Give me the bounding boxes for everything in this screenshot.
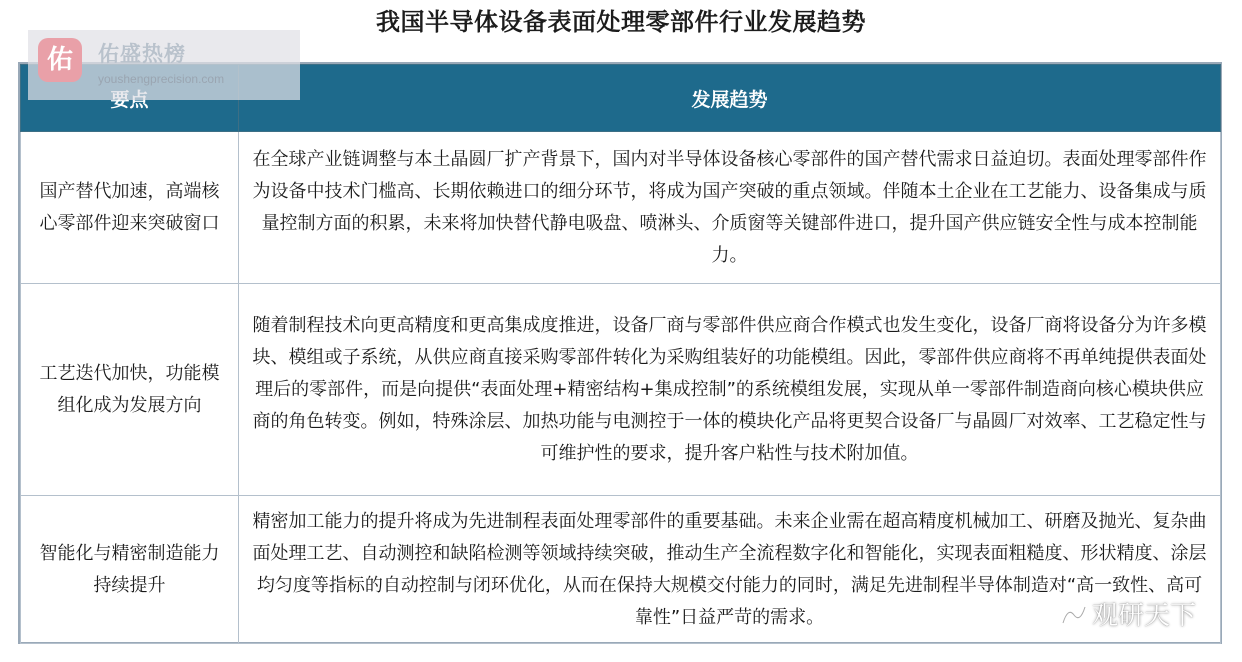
watermark-text: 观研天下	[1092, 601, 1197, 631]
table-row	[21, 496, 1221, 644]
header-trend: 发展趋势	[239, 65, 1221, 132]
row-point: 工艺迭代加快，功能模组化成为发展方向	[21, 284, 239, 496]
logo-watermark	[28, 30, 300, 100]
row-trend: 在全球产业链调整与本土晶圆厂扩产背景下，国内对半导体设备核心零部件的国产替代需求日益迫切。表面处理零部件作为设备中技术门槛高、长期依赖进口的细分环节，将成为国产突破的重点领域。伴随本土企业在工艺能力、设备集成与质量控制方面的积累，未来将加快替代静电吸盘、喷淋头、介质窗等关键部件进口，提升国产供应链安全性与成本控制能力。	[239, 132, 1221, 284]
logo-name: 佑盛热榜	[98, 42, 186, 66]
page-title: 我国半导体设备表面处理零部件行业发展趋势	[376, 8, 866, 36]
logo-url: youshengprecision.com	[98, 72, 225, 86]
source-watermark	[1060, 596, 1196, 636]
row-point: 智能化与精密制造能力持续提升	[21, 496, 239, 644]
guanyan-logo-icon	[1060, 603, 1088, 627]
row-trend: 随着制程技术向更高精度和更高集成度推进，设备厂商与零部件供应商合作模式也发生变化，设备厂商将设备分为许多模块、模组或子系统，从供应商直接采购零部件转化为采购组装好的功能模组。因此，零部件供应商将不再单纯提供表面处理后的零部件，而是向提供“表面处理+精密结构+集成控制”的系统模组发展，实现从单一零部件制造商向核心模块供应商的角色转变。例如，特殊涂层、加热功能与电测控于一体的模块化产品将更契合设备厂与晶圆厂对效率、工艺稳定性与可维护性的要求，提升客户粘性与技术附加值。	[239, 284, 1221, 496]
logo-mark-icon: 佑	[38, 38, 82, 82]
trend-table	[20, 64, 1221, 644]
table-row	[21, 132, 1221, 284]
table-row	[21, 284, 1221, 496]
row-point: 国产替代加速，高端核心零部件迎来突破窗口	[21, 132, 239, 284]
row-trend: 精密加工能力的提升将成为先进制程表面处理零部件的重要基础。未来企业需在超高精度机械加工、研磨及抛光、复杂曲面处理工艺、自动测控和缺陷检测等领域持续突破，推动生产全流程数字化和智能化，实现表面粗糙度、形状精度、涂层均匀度等指标的自动控制与闭环优化，从而在保持大规模交付能力的同时，满足先进制程半导体制造对“高一致性、高可靠性”日益严苛的需求。	[239, 496, 1221, 644]
